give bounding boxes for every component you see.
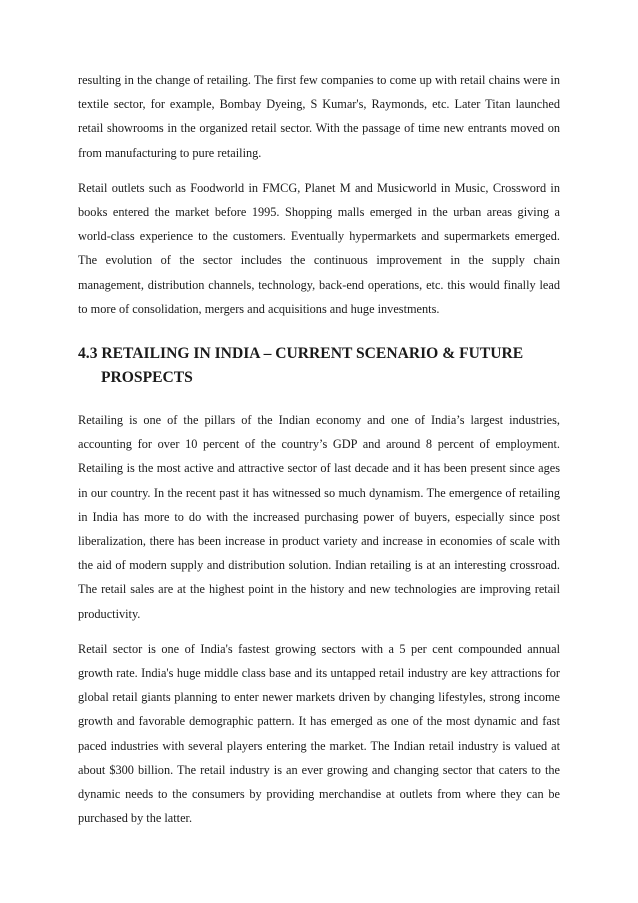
- document-page: [78, 68, 560, 841]
- section-heading-line1: 4.3 RETAILING IN INDIA – CURRENT SCENARIO & FUTURE: [78, 345, 524, 363]
- paragraph-retail-growth: Retail sector is one of India's fastest growing sectors with a 5 per cent compounded annual growth rate. India's huge middle class base and its untapped retail industry are key attractions for global retail giants planning to enter newer markets driven by changing lifestyles, strong income growth and favorable demographic pattern. It has emerged as one of the most dynamic and fast paced industries with several players entering the market. The Indian retail industry is valued at about $300 billion. The retail industry is an ever growing and changing sector that caters to the dynamic needs to the consumers by providing merchandise at outlets from where they can be purchased by the latter.: [78, 641, 560, 826]
- paragraph-textile-sector: resulting in the change of retailing. The first few companies to come up with retail chains were in textile sector, for example, Bombay Dyeing, S Kumar's, Raymonds, etc. Later Titan launched retail showrooms in the organized retail sector. With the passage of time new entrants moved on from manufacturing to pure retailing.: [78, 73, 560, 160]
- paragraph-retail-outlets: Retail outlets such as Foodworld in FMCG, Planet M and Musicworld in Music, Crossword in books entered the market before 1995. Shopping malls emerged in the urban areas giving a world-class experience to the customers. Eventually hypermarkets and supermarkets emerged. The evolution of the sector includes the continuous improvement in the supply chain management, distribution channels, technology, back-end operations, etc. this would finally lead to more of consolidation, mergers and acquisitions and huge investments.: [78, 180, 560, 316]
- paragraph-retailing-pillars: Retailing is one of the pillars of the Indian economy and one of India’s largest industries, accounting for over 10 percent of the country’s GDP and around 8 percent of employment. Retailing is the most active and attractive sector of last decade and it has been present since ages in our country. In the recent past it has witnessed so much dynamism. The emergence of retailing in India has more to do with the increased purchasing power of buyers, especially since post liberalization, there has been increase in product variety and increase in economies of scale with the aid of modern supply and distribution solution. Indian retailing is at an interesting crossroad. The retail sales are at the highest point in the history and new technologies are improving retail productivity.: [78, 413, 560, 621]
- section-heading-line2: PROSPECTS: [101, 369, 193, 387]
- section-heading: [78, 342, 560, 390]
